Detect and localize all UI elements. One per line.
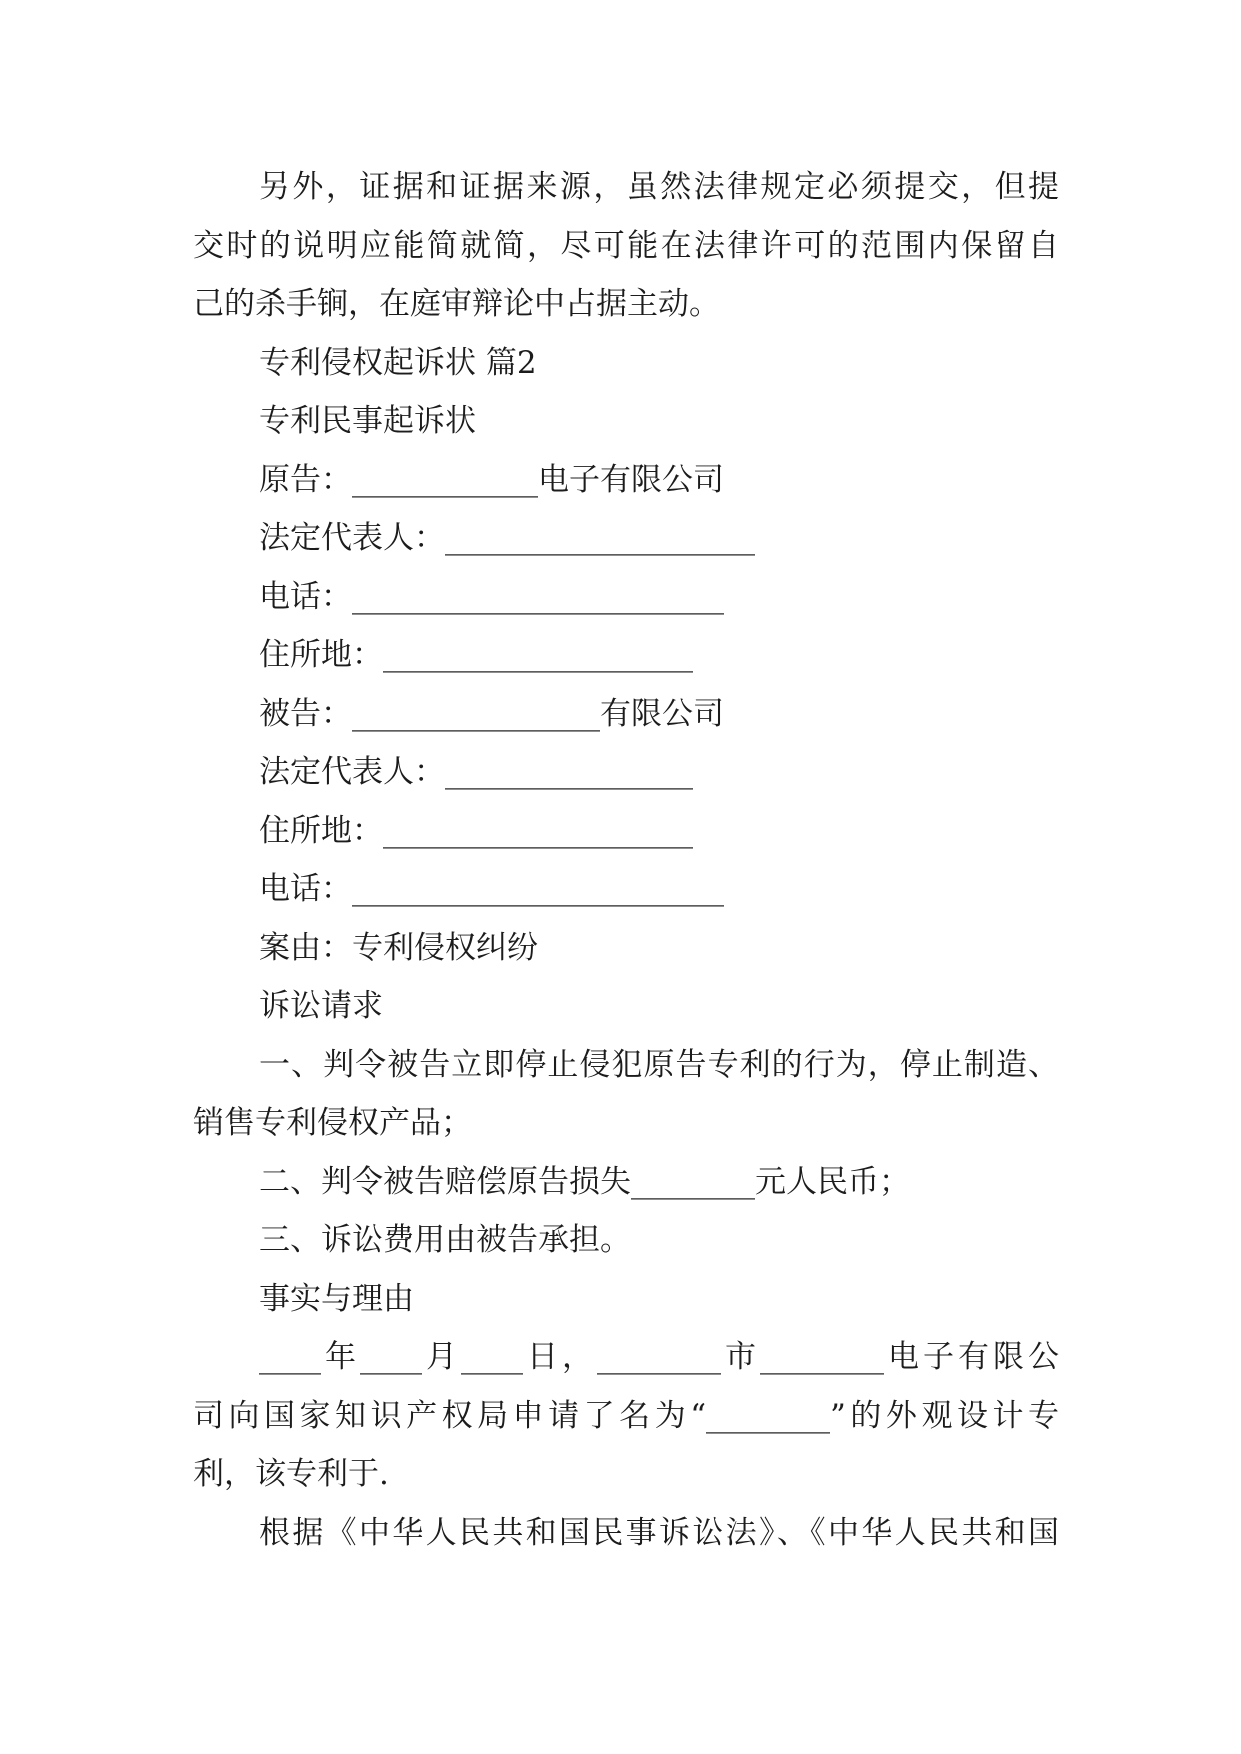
section-title: 专利侵权起诉状 篇2	[259, 344, 537, 381]
paragraph-line: 另外，证据和证据来源，虽然法律规定必须提交，但提	[259, 169, 1059, 205]
paragraph-line: ____年____月____日，________市________电子有限公	[259, 1339, 1059, 1375]
claim-item: 一、判令被告立即停止侵犯原告专利的行为，停止制造、	[259, 1046, 1059, 1083]
facts-heading: 事实与理由	[259, 1280, 414, 1317]
claim-item: 三、诉讼费用由被告承担。	[259, 1222, 631, 1258]
case-cause: 案由：专利侵权纠纷	[259, 929, 538, 966]
plaintiff-address-field: 住所地：____________________	[259, 637, 693, 673]
paragraph-line: 利，该专利于.	[193, 1456, 389, 1492]
paragraph-line: 司向国家知识产权局申请了名为“________”的外观设计专	[193, 1397, 1059, 1434]
defendant-representative-field: 法定代表人：________________	[259, 754, 693, 790]
defendant-phone-field: 电话：________________________	[259, 871, 724, 907]
claim-item: 二、判令被告赔偿原告损失________元人民币；	[259, 1163, 910, 1200]
defendant-field: 被告：________________有限公司	[259, 695, 724, 732]
claim-item-continued: 销售专利侵权产品；	[193, 1105, 472, 1141]
paragraph-line: 己的杀手锏，在庭审辩论中占据主动。	[193, 286, 720, 322]
document-body	[193, 158, 1059, 1562]
plaintiff-phone-field: 电话：________________________	[259, 578, 724, 615]
paragraph-line: 交时的说明应能简就简，尽可能在法律许可的范围内保留自	[193, 227, 1059, 264]
plaintiff-representative-field: 法定代表人：____________________	[259, 520, 755, 556]
claims-heading: 诉讼请求	[259, 988, 383, 1024]
plaintiff-field: 原告：____________电子有限公司	[259, 461, 724, 498]
defendant-address-field: 住所地：____________________	[259, 812, 693, 849]
document-title: 专利民事起诉状	[259, 403, 476, 439]
paragraph-line: 根据《中华人民共和国民事诉讼法》、《中华人民共和国	[259, 1514, 1059, 1551]
